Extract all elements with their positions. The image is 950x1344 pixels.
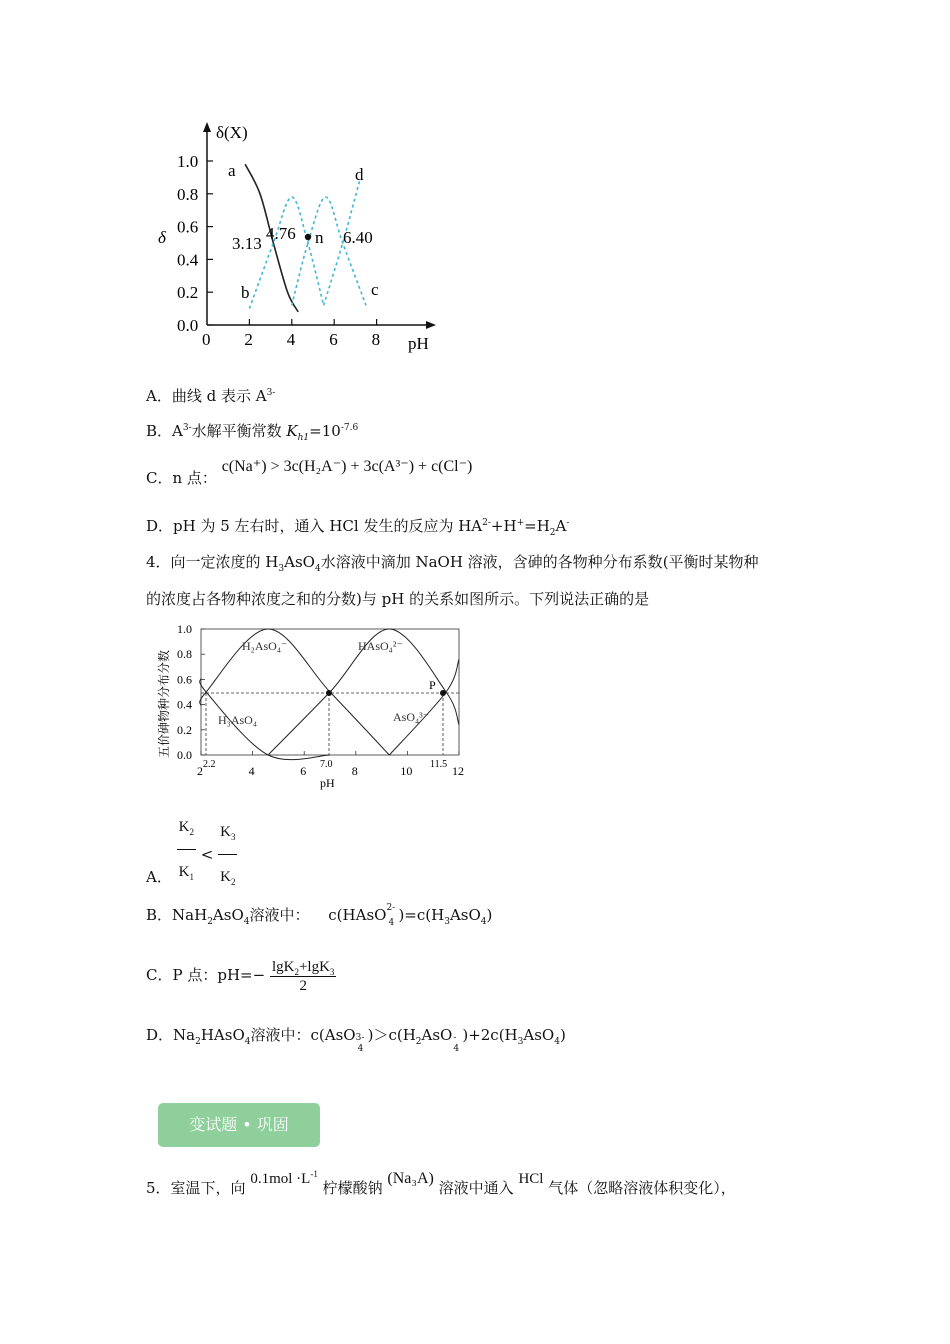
species-label-h2aso4: H₂AsO₄⁻ [242, 639, 288, 653]
q3-option-c: C．n 点： c(Na⁺) > 3c(H₂A⁻) + 3c(A³⁻) + c(Cl⁻) [146, 458, 473, 487]
chart-distribution-1 [150, 118, 450, 358]
curve-aso4 [389, 659, 459, 755]
species-label-aso4: AsO₄³⁻ [393, 710, 430, 724]
tick-7-0: 7.0 [320, 759, 333, 770]
x-axis-arrow [426, 321, 436, 329]
y-tick-label: 0.0 [177, 748, 192, 762]
y-axis-label: δ [158, 228, 166, 247]
x-tick-label: 2 [244, 330, 253, 349]
y-tick-label: 0.0 [177, 316, 199, 335]
y-axis-arrow [203, 122, 211, 132]
point-n [305, 234, 311, 240]
q3-option-d: D．pH 为 5 左右时，通入 HCl 发生的反应为 $HA^{2-}+H^+=H_2A^-$ [146, 517, 570, 538]
y-tick-label: 0.6 [177, 672, 192, 687]
point-p-label: P [429, 678, 436, 692]
curve-label-d: d [355, 165, 364, 184]
section-badge: 变试题 • 巩固 [158, 1103, 320, 1147]
q5-gas: HCl [518, 1171, 544, 1187]
annotation-3-13: 3.13 [232, 234, 262, 253]
tick-2-2: 2.2 [203, 759, 216, 770]
x-tick-label: 8 [371, 330, 381, 349]
y-tick-label: 0.2 [177, 722, 192, 737]
q5-stem: 5．室温下，向 $0.1mol \cdot L^{-1}$ 柠檬酸钠 (Na₃A) 溶液中通入 HCl 气体（忽略溶液体积变化）， [146, 1169, 736, 1197]
curve-c [292, 197, 366, 305]
q4-stem-line2: 的浓度占各物种浓度之和的分数)与 pH 的关系如图所示。下列说法正确的是 [146, 590, 650, 608]
chart-distribution-2 [150, 618, 470, 796]
tick-11-5: 11.5 [430, 759, 448, 770]
point-p [440, 690, 446, 696]
x-axis-label-2: pH [320, 776, 335, 790]
y-tick-label: 0.4 [177, 250, 199, 270]
y-title-2: 五价砷物种分布分数 [157, 649, 171, 758]
x-tick-label: 6 [329, 330, 338, 349]
curve-label-a: a [228, 161, 236, 180]
q3-option-a: A．曲线 d 表示 $A^{3-}$ [146, 387, 276, 405]
q3-option-c-expression: c(Na⁺) > 3c(H₂A⁻) + 3c(A³⁻) + c(Cl⁻) [221, 458, 473, 475]
y-tick-label: 1.0 [177, 152, 199, 171]
curve-label-b: b [241, 283, 250, 302]
x-tick-label: 4 [248, 764, 255, 778]
q4-stem-line1: 4．向一定浓度的 $H_3AsO_4$水溶液中滴加 NaOH 溶液，含砷的各物种分布系数(平衡时某物种 [146, 553, 759, 574]
x-tick-label: 10 [400, 764, 413, 778]
x-tick-label: 0 [202, 330, 211, 349]
annotation-6-40: 6.40 [343, 228, 373, 247]
q3-option-b: B．$A^{3-}$水解平衡常数 $K_{h1}=10^{-7.6}$ [146, 422, 359, 443]
species-label-haso4: HAsO₄²⁻ [358, 639, 403, 653]
x-tick-label: 6 [300, 764, 307, 778]
point-n-label: n [315, 228, 324, 247]
species-label-h3aso4: H₃AsO₄ [218, 713, 258, 727]
y-title: δ(X) [216, 123, 248, 142]
y-tick-label: 1.0 [177, 622, 192, 636]
x-tick-label: 4 [286, 330, 296, 349]
q5-concentration: $0.1mol \cdot L^{-1}$ [250, 1169, 318, 1187]
y-tick-label: 0.6 [177, 217, 199, 237]
y-tick-label: 0.2 [177, 283, 199, 303]
x-axis-label: pH [408, 334, 429, 353]
crossing-point-1 [326, 690, 332, 696]
q5-formula: (Na₃A) [387, 1170, 434, 1187]
y-tick-label: 0.4 [177, 697, 192, 712]
q4-option-b: B．NaH$_2$AsO$_4$溶液中： c(HAsO 2- 4 )$=c(H_3AsO_4)$ [146, 903, 493, 928]
x-tick-label: 8 [351, 764, 358, 778]
q4-option-c: C．P 点：pH=− $\frac{\lg K_2+\lg K_3}{2}$ [146, 958, 335, 994]
x-tick-label: 2 [197, 764, 203, 778]
annotation-4-76: 4.76 [266, 224, 296, 243]
curve-label-c: c [371, 280, 379, 299]
q4-option-a: A． $\frac{K_2}{K_1}$ < $\frac{K_3}{K_2}$ [146, 810, 237, 854]
x-tick-label: 12 [452, 764, 464, 778]
q4-option-d: D．$Na_2HAsO_4$溶液中：c(AsO 3- 4 )$>c(H_2AsO$ - 4 )$+2c(H_3AsO_4)$ [146, 1026, 566, 1054]
y-tick-label: 0.8 [177, 184, 199, 204]
y-tick-label: 0.8 [177, 647, 192, 662]
